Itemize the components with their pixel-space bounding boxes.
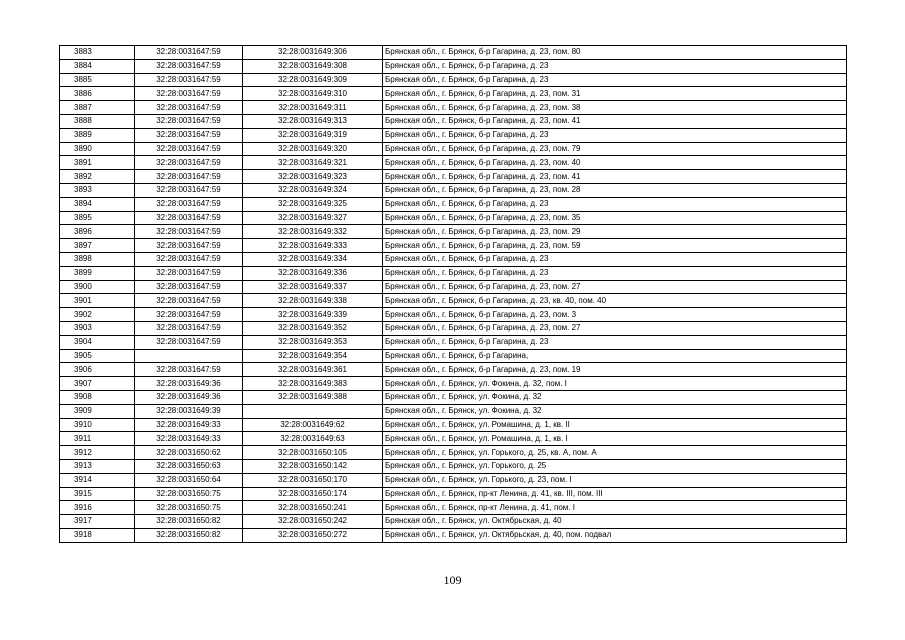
- source-cadastral-number-cell: 32:28:0031650:62: [135, 446, 243, 460]
- object-cadastral-number-cell: 32:28:0031650:174: [243, 487, 383, 501]
- source-cadastral-number-cell: 32:28:0031647:59: [135, 266, 243, 280]
- row-number-cell: 3909: [60, 404, 135, 418]
- row-number-cell: 3897: [60, 239, 135, 253]
- object-cadastral-number-cell: 32:28:0031649:353: [243, 335, 383, 349]
- address-cell: Брянская обл., г. Брянск, ул. Октябрьская, д. 40, пом. подвал: [383, 528, 847, 542]
- registry-table-body: [60, 46, 847, 543]
- table-row: [60, 432, 847, 446]
- row-number-cell: 3899: [60, 266, 135, 280]
- object-cadastral-number-cell: 32:28:0031650:272: [243, 528, 383, 542]
- address-cell: Брянская обл., г. Брянск, пр-кт Ленина, д. 41, кв. III, пом. III: [383, 487, 847, 501]
- object-cadastral-number-cell: 32:28:0031649:62: [243, 418, 383, 432]
- address-cell: Брянская обл., г. Брянск, ул. Ромашина, д. 1, кв. II: [383, 418, 847, 432]
- source-cadastral-number-cell: 32:28:0031649:36: [135, 377, 243, 391]
- object-cadastral-number-cell: 32:28:0031649:306: [243, 46, 383, 60]
- table-row: [60, 321, 847, 335]
- table-row: [60, 487, 847, 501]
- table-row: [60, 446, 847, 460]
- address-cell: Брянская обл., г. Брянск, б-р Гагарина, д. 23, пом. 27: [383, 280, 847, 294]
- address-cell: Брянская обл., г. Брянск, б-р Гагарина, д. 23, пом. 27: [383, 321, 847, 335]
- object-cadastral-number-cell: 32:28:0031649:388: [243, 390, 383, 404]
- table-row: [60, 87, 847, 101]
- address-cell: Брянская обл., г. Брянск, ул. Ромашина, д. 1, кв. I: [383, 432, 847, 446]
- object-cadastral-number-cell: [243, 404, 383, 418]
- row-number-cell: 3913: [60, 459, 135, 473]
- address-cell: Брянская обл., г. Брянск, б-р Гагарина, д. 23, пом. 28: [383, 183, 847, 197]
- table-row: [60, 114, 847, 128]
- address-cell: Брянская обл., г. Брянск, б-р Гагарина, д. 23, пом. 31: [383, 87, 847, 101]
- address-cell: Брянская обл., г. Брянск, б-р Гагарина, д. 23, пом. 19: [383, 363, 847, 377]
- table-row: [60, 528, 847, 542]
- source-cadastral-number-cell: 32:28:0031647:59: [135, 252, 243, 266]
- table-row: [60, 363, 847, 377]
- address-cell: Брянская обл., г. Брянск, ул. Фокина, д. 32: [383, 404, 847, 418]
- address-cell: Брянская обл., г. Брянск, б-р Гагарина, д. 23: [383, 59, 847, 73]
- address-cell: Брянская обл., г. Брянск, б-р Гагарина, д. 23: [383, 252, 847, 266]
- row-number-cell: 3894: [60, 197, 135, 211]
- address-cell: Брянская обл., г. Брянск, ул. Горького, д. 25, кв. А, пом. А: [383, 446, 847, 460]
- object-cadastral-number-cell: 32:28:0031649:324: [243, 183, 383, 197]
- table-row: [60, 349, 847, 363]
- object-cadastral-number-cell: 32:28:0031650:241: [243, 501, 383, 515]
- address-cell: Брянская обл., г. Брянск, б-р Гагарина, д. 23, пом. 40: [383, 156, 847, 170]
- table-row: [60, 170, 847, 184]
- row-number-cell: 3907: [60, 377, 135, 391]
- source-cadastral-number-cell: 32:28:0031647:59: [135, 335, 243, 349]
- source-cadastral-number-cell: 32:28:0031647:59: [135, 101, 243, 115]
- page-number: 109: [443, 573, 462, 587]
- row-number-cell: 3912: [60, 446, 135, 460]
- table-row: [60, 335, 847, 349]
- source-cadastral-number-cell: 32:28:0031647:59: [135, 197, 243, 211]
- source-cadastral-number-cell: 32:28:0031647:59: [135, 142, 243, 156]
- address-cell: Брянская обл., г. Брянск, б-р Гагарина, д. 23, кв. 40, пом. 40: [383, 294, 847, 308]
- table-row: [60, 294, 847, 308]
- address-cell: Брянская обл., г. Брянск, ул. Горького, д. 23, пом. I: [383, 473, 847, 487]
- source-cadastral-number-cell: 32:28:0031647:59: [135, 170, 243, 184]
- object-cadastral-number-cell: 32:28:0031649:63: [243, 432, 383, 446]
- object-cadastral-number-cell: 32:28:0031649:354: [243, 349, 383, 363]
- row-number-cell: 3893: [60, 183, 135, 197]
- row-number-cell: 3883: [60, 46, 135, 60]
- table-row: [60, 252, 847, 266]
- row-number-cell: 3908: [60, 390, 135, 404]
- row-number-cell: 3918: [60, 528, 135, 542]
- row-number-cell: 3896: [60, 225, 135, 239]
- source-cadastral-number-cell: 32:28:0031647:59: [135, 87, 243, 101]
- row-number-cell: 3901: [60, 294, 135, 308]
- object-cadastral-number-cell: 32:28:0031649:337: [243, 280, 383, 294]
- table-row: [60, 377, 847, 391]
- object-cadastral-number-cell: 32:28:0031649:310: [243, 87, 383, 101]
- address-cell: Брянская обл., г. Брянск, ул. Горького, д. 25: [383, 459, 847, 473]
- row-number-cell: 3910: [60, 418, 135, 432]
- source-cadastral-number-cell: 32:28:0031647:59: [135, 294, 243, 308]
- object-cadastral-number-cell: 32:28:0031649:334: [243, 252, 383, 266]
- table-row: [60, 73, 847, 87]
- object-cadastral-number-cell: 32:28:0031649:320: [243, 142, 383, 156]
- row-number-cell: 3885: [60, 73, 135, 87]
- object-cadastral-number-cell: 32:28:0031649:339: [243, 308, 383, 322]
- row-number-cell: 3889: [60, 128, 135, 142]
- registry-table: [59, 45, 847, 543]
- source-cadastral-number-cell: 32:28:0031647:59: [135, 321, 243, 335]
- row-number-cell: 3890: [60, 142, 135, 156]
- address-cell: Брянская обл., г. Брянск, б-р Гагарина, д. 23, пом. 35: [383, 211, 847, 225]
- row-number-cell: 3898: [60, 252, 135, 266]
- object-cadastral-number-cell: 32:28:0031649:338: [243, 294, 383, 308]
- object-cadastral-number-cell: 32:28:0031650:142: [243, 459, 383, 473]
- address-cell: Брянская обл., г. Брянск, б-р Гагарина, д. 23: [383, 266, 847, 280]
- row-number-cell: 3891: [60, 156, 135, 170]
- source-cadastral-number-cell: 32:28:0031649:39: [135, 404, 243, 418]
- row-number-cell: 3884: [60, 59, 135, 73]
- source-cadastral-number-cell: 32:28:0031647:59: [135, 46, 243, 60]
- row-number-cell: 3892: [60, 170, 135, 184]
- address-cell: Брянская обл., г. Брянск, б-р Гагарина, д. 23: [383, 335, 847, 349]
- source-cadastral-number-cell: 32:28:0031647:59: [135, 225, 243, 239]
- address-cell: Брянская обл., г. Брянск, б-р Гагарина, д. 23: [383, 73, 847, 87]
- table-row: [60, 225, 847, 239]
- row-number-cell: 3915: [60, 487, 135, 501]
- address-cell: Брянская обл., г. Брянск, пр-кт Ленина, д. 41, пом. I: [383, 501, 847, 515]
- source-cadastral-number-cell: 32:28:0031650:82: [135, 515, 243, 529]
- object-cadastral-number-cell: 32:28:0031650:242: [243, 515, 383, 529]
- address-cell: Брянская обл., г. Брянск, б-р Гагарина, д. 23: [383, 128, 847, 142]
- object-cadastral-number-cell: 32:28:0031650:105: [243, 446, 383, 460]
- address-cell: Брянская обл., г. Брянск, б-р Гагарина, д. 23, пом. 41: [383, 114, 847, 128]
- address-cell: Брянская обл., г. Брянск, ул. Фокина, д. 32, пом. I: [383, 377, 847, 391]
- address-cell: Брянская обл., г. Брянск, ул. Октябрьская, д. 40: [383, 515, 847, 529]
- source-cadastral-number-cell: 32:28:0031650:82: [135, 528, 243, 542]
- address-cell: Брянская обл., г. Брянск, б-р Гагарина, д. 23, пом. 29: [383, 225, 847, 239]
- source-cadastral-number-cell: 32:28:0031647:59: [135, 363, 243, 377]
- table-row: [60, 266, 847, 280]
- source-cadastral-number-cell: 32:28:0031650:75: [135, 487, 243, 501]
- source-cadastral-number-cell: 32:28:0031650:63: [135, 459, 243, 473]
- table-row: [60, 515, 847, 529]
- address-cell: Брянская обл., г. Брянск, б-р Гагарина, д. 23, пом. 41: [383, 170, 847, 184]
- address-cell: Брянская обл., г. Брянск, б-р Гагарина, д. 23, пом. 59: [383, 239, 847, 253]
- object-cadastral-number-cell: 32:28:0031649:352: [243, 321, 383, 335]
- source-cadastral-number-cell: 32:28:0031647:59: [135, 183, 243, 197]
- table-row: [60, 418, 847, 432]
- source-cadastral-number-cell: 32:28:0031647:59: [135, 128, 243, 142]
- object-cadastral-number-cell: 32:28:0031649:319: [243, 128, 383, 142]
- object-cadastral-number-cell: 32:28:0031649:313: [243, 114, 383, 128]
- source-cadastral-number-cell: 32:28:0031650:64: [135, 473, 243, 487]
- object-cadastral-number-cell: 32:28:0031650:170: [243, 473, 383, 487]
- source-cadastral-number-cell: 32:28:0031647:59: [135, 114, 243, 128]
- row-number-cell: 3900: [60, 280, 135, 294]
- source-cadastral-number-cell: 32:28:0031650:75: [135, 501, 243, 515]
- source-cadastral-number-cell: [135, 349, 243, 363]
- table-row: [60, 46, 847, 60]
- source-cadastral-number-cell: 32:28:0031647:59: [135, 156, 243, 170]
- address-cell: Брянская обл., г. Брянск, б-р Гагарина, д. 23, пом. 79: [383, 142, 847, 156]
- row-number-cell: 3904: [60, 335, 135, 349]
- table-row: [60, 473, 847, 487]
- table-row: [60, 404, 847, 418]
- address-cell: Брянская обл., г. Брянск, б-р Гагарина, д. 23, пом. 80: [383, 46, 847, 60]
- object-cadastral-number-cell: 32:28:0031649:332: [243, 225, 383, 239]
- object-cadastral-number-cell: 32:28:0031649:383: [243, 377, 383, 391]
- table-row: [60, 101, 847, 115]
- table-row: [60, 211, 847, 225]
- object-cadastral-number-cell: 32:28:0031649:361: [243, 363, 383, 377]
- table-row: [60, 59, 847, 73]
- table-row: [60, 501, 847, 515]
- address-cell: Брянская обл., г. Брянск, ул. Фокина, д. 32: [383, 390, 847, 404]
- source-cadastral-number-cell: 32:28:0031647:59: [135, 280, 243, 294]
- table-row: [60, 197, 847, 211]
- address-cell: Брянская обл., г. Брянск, б-р Гагарина,: [383, 349, 847, 363]
- table-row: [60, 156, 847, 170]
- table-row: [60, 183, 847, 197]
- row-number-cell: 3917: [60, 515, 135, 529]
- table-row: [60, 308, 847, 322]
- object-cadastral-number-cell: 32:28:0031649:323: [243, 170, 383, 184]
- row-number-cell: 3902: [60, 308, 135, 322]
- object-cadastral-number-cell: 32:28:0031649:325: [243, 197, 383, 211]
- source-cadastral-number-cell: 32:28:0031647:59: [135, 211, 243, 225]
- table-row: [60, 142, 847, 156]
- object-cadastral-number-cell: 32:28:0031649:327: [243, 211, 383, 225]
- object-cadastral-number-cell: 32:28:0031649:308: [243, 59, 383, 73]
- address-cell: Брянская обл., г. Брянск, б-р Гагарина, д. 23: [383, 197, 847, 211]
- table-row: [60, 280, 847, 294]
- object-cadastral-number-cell: 32:28:0031649:333: [243, 239, 383, 253]
- table-row: [60, 459, 847, 473]
- address-cell: Брянская обл., г. Брянск, б-р Гагарина, д. 23, пом. 38: [383, 101, 847, 115]
- row-number-cell: 3886: [60, 87, 135, 101]
- source-cadastral-number-cell: 32:28:0031647:59: [135, 59, 243, 73]
- row-number-cell: 3911: [60, 432, 135, 446]
- object-cadastral-number-cell: 32:28:0031649:321: [243, 156, 383, 170]
- object-cadastral-number-cell: 32:28:0031649:309: [243, 73, 383, 87]
- source-cadastral-number-cell: 32:28:0031647:59: [135, 308, 243, 322]
- source-cadastral-number-cell: 32:28:0031649:33: [135, 432, 243, 446]
- row-number-cell: 3914: [60, 473, 135, 487]
- row-number-cell: 3905: [60, 349, 135, 363]
- source-cadastral-number-cell: 32:28:0031647:59: [135, 73, 243, 87]
- row-number-cell: 3916: [60, 501, 135, 515]
- source-cadastral-number-cell: 32:28:0031647:59: [135, 239, 243, 253]
- row-number-cell: 3906: [60, 363, 135, 377]
- table-row: [60, 390, 847, 404]
- object-cadastral-number-cell: 32:28:0031649:336: [243, 266, 383, 280]
- object-cadastral-number-cell: 32:28:0031649:311: [243, 101, 383, 115]
- source-cadastral-number-cell: 32:28:0031649:33: [135, 418, 243, 432]
- table-row: [60, 239, 847, 253]
- table-row: [60, 128, 847, 142]
- row-number-cell: 3888: [60, 114, 135, 128]
- address-cell: Брянская обл., г. Брянск, б-р Гагарина, д. 23, пом. 3: [383, 308, 847, 322]
- row-number-cell: 3895: [60, 211, 135, 225]
- row-number-cell: 3903: [60, 321, 135, 335]
- source-cadastral-number-cell: 32:28:0031649:36: [135, 390, 243, 404]
- row-number-cell: 3887: [60, 101, 135, 115]
